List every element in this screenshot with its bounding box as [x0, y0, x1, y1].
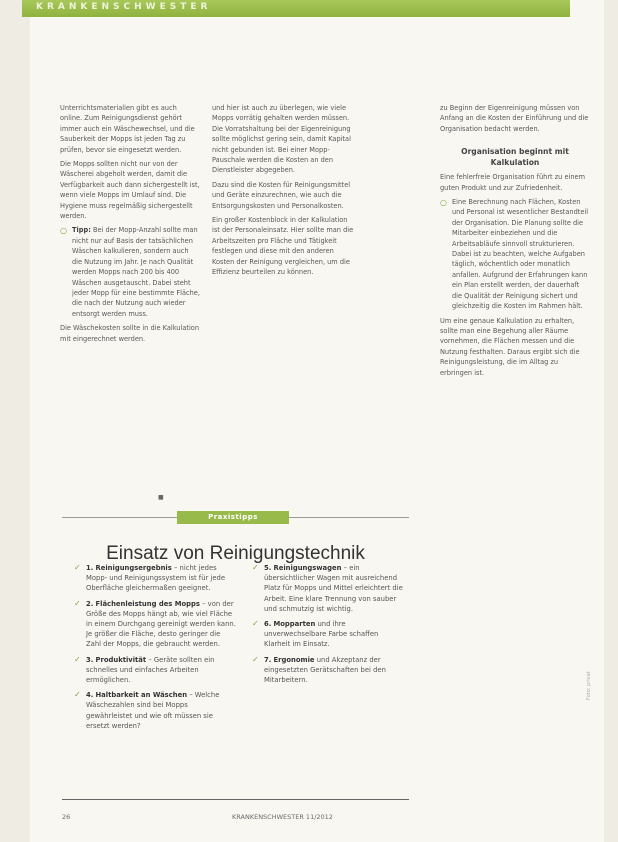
tip-label: Tipp:	[72, 226, 91, 235]
section-header-bar	[22, 0, 570, 17]
text-column-3	[440, 103, 590, 378]
item-title: Produktivität	[95, 655, 147, 664]
item-text: – Geräte sollten ein schnelles und einfaches Arbeiten ermöglichen.	[86, 655, 215, 685]
item-title: Ergonomie	[273, 655, 315, 664]
photo-credit: Foto: privat	[586, 671, 592, 700]
item-number: 1.	[86, 564, 94, 572]
item-title: Haltbarkeit an Wäschen	[95, 691, 188, 700]
item-text: und Akzeptanz der eingesetzten Gerätschaften bei den Mitarbeitern.	[264, 655, 386, 685]
list-item	[74, 655, 236, 686]
paragraph: Die Wäschekosten sollte in die Kalkulation mit eingerechnet werden.	[60, 324, 199, 343]
item-text: – ein übersichtlicher Wagen mit ausreichend Platz für Mopps und Mittel erleichtert die Arbeit. Eine klare Trennung von sauber und schmutzig ist wichtig.	[264, 564, 403, 613]
item-number: 3.	[86, 655, 94, 664]
magazine-footer: KRANKENSCHWESTER 11/2012	[232, 813, 333, 821]
subheading-line-1: Organisation beginnt mit	[461, 147, 569, 157]
check-icon: ✓	[74, 654, 81, 664]
item-title: Flächenleistung des Mopps	[95, 599, 200, 608]
bullet-text: Eine Berechnung nach Flächen, Kosten und Personal ist wesentlicher Bestandteil der Organisation. Die Planung sollte die Mitarbeiter einbeziehen und die Arbeitsabläufe sinnvoll strukturieren. Dabei ist zu beachten, welche Aufgaben täglich, wöchentlich oder monatlich anfallen. Aufgrund der Erfahrungen kann ein Plan erstellt werden, der dauerhaft die Qualität der Reinigung sichert und gleichzeitig die Kosten im Rahmen hält.	[452, 198, 589, 311]
check-icon: ✓	[252, 654, 259, 664]
item-text: – von der Größe des Mopps hängt ab, wie viel Fläche in einem Durchgang gereinigt werden kann. Je größer die Fläche, desto geringer die Zahl der Mopps, die gebraucht werden.	[86, 599, 236, 649]
text-column-2	[212, 103, 354, 278]
paragraph: Ein großer Kostenblock in der Kalkulation ist der Personaleinsatz. Hier sollte man die Arbeitszeiten pro Fläche und Tätigkeit festlegen und diese mit den anderen Kosten der Reinigung vergleichen, um die Effizienz beurteilen zu können.	[212, 216, 354, 277]
check-icon: ✓	[74, 563, 81, 572]
item-title: Reinigungswagen	[273, 564, 342, 572]
paragraph: und hier ist auch zu überlegen, wie viele Mopps vorrätig gehalten werden müssen. Die Vorratshaltung bei der Eigenreinigung sollte möglichst gering sein, damit Kapital nicht gebunden ist. Bei einer Mopp-Pauschale werden die Kosten an den Dienstleister abgegeben.	[212, 104, 351, 175]
subheading-line-2: Kalkulation	[490, 158, 540, 168]
tip-block	[60, 225, 200, 319]
list-item	[74, 563, 236, 594]
text-column-1	[60, 103, 200, 344]
item-title: Mopparten	[273, 620, 316, 629]
page-number: 26	[62, 813, 71, 821]
item-number: 2.	[86, 599, 94, 608]
end-mark: ■	[158, 494, 164, 501]
list-item	[252, 655, 404, 686]
practice-tips-box	[62, 511, 409, 800]
box-title: Einsatz von Reinigungstechnik	[106, 543, 365, 564]
item-text: – Welche Wäschezahlen sind bei Mopps gewährleistet und wie oft müssen sie ersetzt werden?	[86, 691, 220, 730]
box-column-left	[74, 563, 236, 736]
list-item	[252, 619, 404, 650]
list-item	[74, 599, 236, 650]
paragraph: Eine fehlerfreie Organisation führt zu einem guten Produkt und zur Zufriedenheit.	[440, 173, 585, 192]
list-item	[74, 690, 236, 731]
subheading	[440, 146, 590, 168]
item-number: 4.	[86, 691, 94, 700]
box-tag: Praxistipps	[177, 511, 289, 524]
paragraph: Um eine genaue Kalkulation zu erhalten, sollte man eine Begehung aller Räume vornehmen, die Flächen messen und die Nutzung festhalten. Daraus ergibt sich die Reinigungsleistung, die im Alltag zu erbringen ist.	[440, 316, 580, 377]
check-icon: ✓	[74, 690, 81, 700]
tip-text: Bei der Mopp-Anzahl sollte man nicht nur auf Basis der tatsächlichen Wäschen kalkulieren, sondern auch die Nutzung im Jahr. Je nach Qualität werden Mopps nach 200 bis 400 Wäschen ausgetauscht. Dabei steht jeder Mopp für eine bestimmte Fläche, die nach der Nutzung auch wieder entsorgt werden muss.	[72, 226, 200, 318]
check-bullet-icon: ○	[440, 198, 447, 208]
check-icon: ✓	[74, 598, 81, 608]
item-title: Reinigungsergebnis	[95, 564, 172, 572]
item-number: 5.	[264, 564, 272, 572]
item-number: 7.	[264, 655, 272, 664]
bullet-block	[440, 197, 590, 311]
section-title: KRANKENSCHWESTER	[36, 2, 212, 12]
item-number: 6.	[264, 620, 272, 629]
check-bullet-icon: ○	[60, 226, 67, 236]
paragraph: Dazu sind die Kosten für Reinigungsmittel und Geräte einzurechnen, wie auch die Entsorgungskosten und Personalkosten.	[212, 180, 351, 210]
list-item	[252, 563, 404, 614]
paragraph: Die Mopps sollten nicht nur von der Wäscherei abgeholt werden, damit die Verfügbarkeit auch dann sichergestellt ist, wenn viele Mopps im Umlauf sind. Die Hygiene muss regelmäßig sichergestellt werden.	[60, 160, 200, 221]
box-column-right	[252, 563, 404, 690]
paragraph: Unterrichtsmaterialien gibt es auch online. Zum Reinigungsdienst gehört immer auch ein Wäschewechsel, und die Sauberkeit der Mopps ist jeden Tag zu prüfen, bevor sie eingesetzt werden.	[60, 104, 195, 154]
paragraph: zu Beginn der Eigenreinigung müssen von Anfang an die Kosten der Einführung und die Organisation bedacht werden.	[440, 104, 589, 133]
item-text: und ihre unverwechselbare Farbe schaffen Klarheit im Einsatz.	[264, 620, 379, 649]
item-text: – nicht jedes Mopp- und Reinigungssystem ist für jede Oberfläche gleichermaßen geeignet.	[86, 564, 226, 593]
check-icon: ✓	[252, 619, 259, 629]
check-icon: ✓	[252, 563, 259, 572]
